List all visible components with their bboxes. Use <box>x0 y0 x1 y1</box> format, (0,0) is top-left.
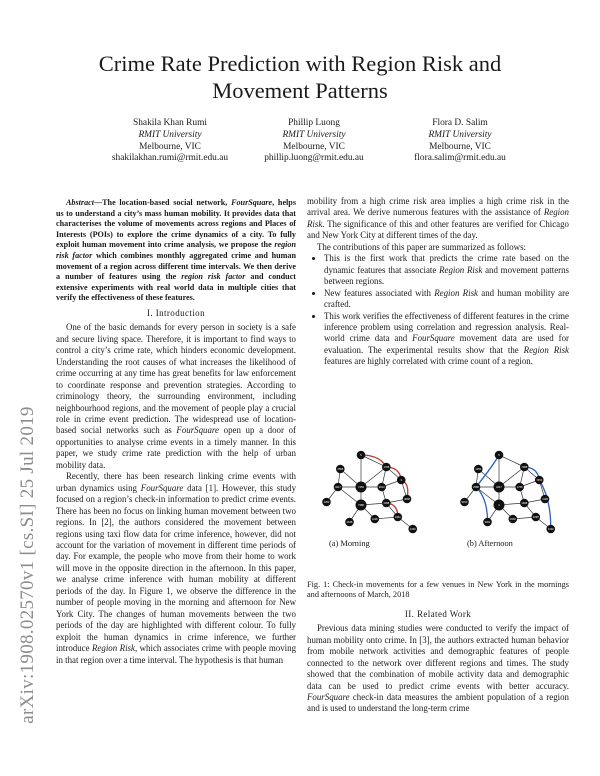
node-label: 2648 <box>509 518 516 522</box>
node-label: 7453 <box>358 486 364 490</box>
text: Previous data mining studies were conducted to verify the impact of human mobility onto crime. In [3], the authors extracted human behavior from mobile network activities and demographic features of people connected to the network over different regions and times. The study showed that the combination of mobile activity data and demographic data can be used to predict crime events with better accuracy. <box>307 623 569 691</box>
text: , which associates crime with people moving in that region over a time interval. The hypothesis is that human <box>56 643 297 665</box>
text: features are highly correlated with crime count of a region. <box>324 356 533 367</box>
author-location: Melbourne, VIC <box>429 141 491 152</box>
right-paragraph-1 <box>307 196 569 242</box>
abstract-term: region risk factor <box>181 272 246 282</box>
text: Recently, there has been research linking crime events with urban dynamics using <box>56 471 296 493</box>
node-label: 1350 <box>323 501 330 505</box>
node-label: 3 <box>498 504 500 508</box>
list-item <box>324 311 569 368</box>
abstract-text: —The location-based social network, <box>94 198 232 207</box>
term: Region Risk <box>439 264 483 275</box>
term: Region Risk <box>307 207 569 229</box>
arxiv-identifier: arXiv:1908.02570v1 [cs.SI] 25 Jul 2019 <box>17 406 38 724</box>
node-label: 1768 <box>516 486 523 490</box>
figure-1 <box>307 445 569 565</box>
intro-paragraph-2 <box>56 471 296 666</box>
node-label: 1349 <box>547 528 554 532</box>
term: FourSquare <box>412 333 455 344</box>
text: data [1]. However, this study focused on a region’s check-in information to predict crime events. There has been no focus on linking human movement between two regions. In [2], the authors considered the movement between regions using taxi flow data for crime inference, however, did not account for the variation of movement in different time periods of day. For example, the people who move from their home to work will move in the opposite direction in the afternoon. In this paper, we analyse crime inference with human mobility at different periods of the day. In Figure 1, we observe the difference in the number of people moving in the morning and afternoon for New York City. The changes of human movements between the two periods of the day are highlighted with different colour. To fully exploit the human dynamics in crime inference, we further introduce <box>56 482 297 654</box>
node-label: 5 <box>360 454 362 458</box>
intro-paragraph-1 <box>56 322 296 471</box>
highlighted-edge <box>539 480 551 529</box>
node-label: 7388 <box>521 466 528 470</box>
abstract-text: and conduct extensive experiments with real world data in multiple cities that verify the effectiveness of these features. <box>56 272 296 303</box>
node-label: 3301 <box>484 521 491 525</box>
author-email: shakilakhan.rumi@rmit.edu.au <box>111 153 229 164</box>
right-column-top <box>307 196 569 368</box>
abstract-text: which combines monthly aggregated crime and human movement of a region across different time intervals. We then derive a number of features using the <box>56 250 297 282</box>
node-label: 1349 <box>409 528 416 532</box>
node-label: 9013 <box>378 486 385 490</box>
abstract-text: , helps us to understand a city’s mass human mobility. It provides data that characterises the volume of movements across regions and Places of Interests (POIs) to explore the crime dynamics of a city. To fully exploit human movement into crime analysis, we propose the <box>56 198 296 250</box>
text: mobility from a high crime risk area implies a high crime risk in the arrival area. We derive numerous features with the assistance of <box>307 196 569 218</box>
author-email: phillip.luong@rmit.edu.au <box>264 153 364 164</box>
text: and movement patterns between regions. <box>324 264 569 287</box>
list-item <box>324 253 569 287</box>
text: movement data are used for evaluation. The experimental results show that the <box>324 333 569 355</box>
figure-caption: Fig. 1: Check-in movements for a few venues in New York in the mornings and afternoons of March, 2018 <box>307 580 569 600</box>
section-heading-introduction: I. Introduction <box>147 307 205 318</box>
term: Region Risk <box>523 344 569 355</box>
node-label: 4098 <box>383 502 390 506</box>
abstract <box>56 198 296 304</box>
term: FourSquare <box>140 482 184 493</box>
list-item <box>324 288 569 311</box>
right-paragraph-2: The contributions of this paper are summarized as follows: <box>317 241 527 252</box>
text: This work verifies the effectiveness of different features in the crime inference problem using correlation and regression analysis. Real-world crime data and <box>324 310 569 344</box>
title-line-2: Movement Patterns <box>212 78 388 103</box>
network-graph-b <box>460 451 555 534</box>
node-label: 4068 <box>532 516 539 520</box>
node-label: 4098 <box>521 502 528 506</box>
subcaption-morning: (a) Morning <box>329 539 370 548</box>
term: Region Risk <box>92 643 135 654</box>
contribution-list <box>307 253 569 368</box>
node-label: 1108 <box>542 498 548 502</box>
text: and human mobility are crafted. <box>324 287 570 310</box>
node-label: 2588 <box>473 486 479 490</box>
text: check-in data measures the ambient population of a region and is used to understand the long-term crime <box>307 691 569 714</box>
text: One of the basic demands for every person in society is a safe and secure living space. Therefore, it is important to find ways to control a city’s crime rate, which hinders economic development. Understanding the root causes of what increases the likelihood of crime occurring at any time has great benefits for law enforcement to coordinate response and prevention strategies. According to criminology theory, the surrounding environment, including neighbourhood regions, and the movement of people play a crucial role in crime event prediction. The widespread use of location-based social networks such as <box>56 322 296 436</box>
abstract-label: Abstract <box>66 198 94 207</box>
node-label: 7453 <box>536 479 543 483</box>
related-paragraph-1 <box>307 623 569 715</box>
node-label: 2588 <box>337 468 344 472</box>
node-label: 9013 <box>461 501 468 505</box>
term: FourSquare <box>176 425 219 436</box>
arxiv-sidebar <box>2 0 38 776</box>
text: open up a door of opportunities to analyse crime events in a timely manner. In this paper, we study crime rate prediction with the help of urban mobility data. <box>56 425 297 470</box>
highlighted-edge <box>476 487 488 522</box>
node-label: 3417 <box>335 486 341 490</box>
network-graph-a <box>322 451 417 534</box>
author-affiliation: RMIT University <box>282 129 346 140</box>
author-name: Phillip Luong <box>288 118 340 128</box>
node-label: 3417 <box>496 486 502 490</box>
paper-title <box>60 50 540 104</box>
author-location: Melbourne, VIC <box>139 141 201 152</box>
author-name: Flora D. Salim <box>432 118 488 128</box>
author-location: Melbourne, VIC <box>283 141 345 152</box>
node-label: 5 <box>498 454 500 458</box>
text: This is the first work that predicts the crime rate based on the dynamic features that associate <box>324 253 569 275</box>
author-affiliation: RMIT University <box>138 129 202 140</box>
right-column-bottom <box>307 580 569 715</box>
author-affiliation: RMIT University <box>428 129 492 140</box>
node-label: 1768 <box>383 466 390 470</box>
node-label: 3301 <box>394 516 401 520</box>
abstract-term: FourSquare <box>231 198 273 207</box>
subcaption-afternoon: (b) Afternoon <box>467 539 513 548</box>
author-name: Shakila Khan Rumi <box>133 118 207 128</box>
author-block <box>370 118 550 165</box>
term: Region Risk <box>434 287 478 298</box>
node-label: 1350 <box>475 468 482 472</box>
title-line-1: Crime Rate Prediction with Region Risk and <box>98 51 502 76</box>
left-column <box>56 198 296 666</box>
node-label: 3 <box>400 479 402 483</box>
node-label: 1108 <box>372 518 378 522</box>
text: . The significance of this and other features are verified for Chicago and New York City at different times of the day. <box>307 218 569 241</box>
section-heading-related-work: II. Related Work <box>404 608 472 619</box>
node-label: 2648 <box>346 521 353 525</box>
figure-graphs <box>307 445 569 545</box>
node-label: 7388 <box>358 504 364 508</box>
text: New features associated with <box>324 287 435 298</box>
term: FourSquare <box>307 691 350 702</box>
node-label: 4068 <box>404 498 410 502</box>
author-email: flora.salim@rmit.edu.au <box>414 153 506 164</box>
abstract-term: region risk factor <box>56 240 296 260</box>
